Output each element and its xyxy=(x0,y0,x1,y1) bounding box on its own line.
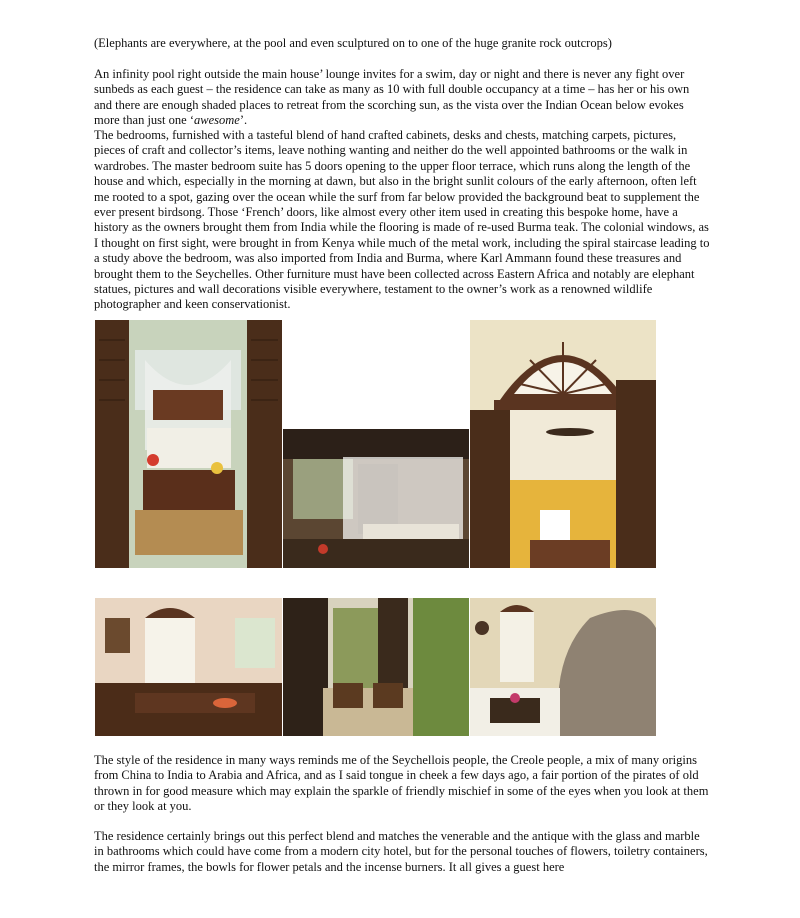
paragraph-blend: The residence certainly brings out this perfect blend and matches the venerable and the antique with the glass and marble in bathrooms which could have come from a modern city hotel, but for the personal touches of flowers, toiletry containers, the mirror frames, the bowls for flower petals and the incense burners. It all gives a guest here xyxy=(94,829,708,874)
emphasis-awesome: awesome xyxy=(193,113,240,128)
paragraph-bedrooms: The bedrooms, furnished with a tasteful blend of hand crafted cabinets, desks and chests, matching carpets, pictures, pieces of craft and collector’s items, leave nothing wanting and neither do the well appointed bathrooms or the walk in wardrobes. The master bedroom suite has 5 doors opening to the upper floor terrace, which runs along the length of the house and which, especially in the morning at dawn, but also in the bright sunlit colours of the early afternoon, often left me rooted to a spot, gazing over the ocean while the surf from far below provided the background beat to supplement the ever present birdsong. Those ‘French’ doors, like almost every other item used in creating this bespoke home, have a history as the owners brought them from India while the flooring is made of re-used Burma teak. The colonial windows, as I thought on first sight, were brought in from Kenya while much of the metal work, including the spiral staircase leading to a study above the bedroom, was also imported from India and Burma, where Karl Ammann found these treasures and brought them to the Seychelles. Other furniture must have been collected across Eastern Africa and notably are elephant statues, pictures and wall decorations visible everywhere, testament to the owner’s work as a renowned wildlife photographer and keen conservationist. xyxy=(94,128,710,312)
paragraph-pool xyxy=(94,67,710,129)
arched-doorway-lounge-photo xyxy=(470,320,656,568)
four-poster-bedroom-photo xyxy=(283,429,469,568)
paragraph-seychellois: The style of the residence in many ways reminds me of the Seychellois people, the Creole people, a mix of many origins from China to India to Arabia and Africa, and as I said tongue in cheek a few days ago, a fair portion of the pirates of old thrown in for good measure which may explain the sparkle of friendly mischief in some of the eyes when you look at them or they look at you. xyxy=(94,753,709,814)
dining-room-photo xyxy=(95,598,282,736)
paragraph-pool-end: ’. xyxy=(239,113,248,128)
lounge-rock-wall-photo xyxy=(470,598,656,736)
photo-caption-line: (Elephants are everywhere, at the pool and even sculptured on to one of the huge granite rock outcrops) xyxy=(94,36,612,50)
paragraph-pool-text: An infinity pool right outside the main house’ lounge invites for a swim, day or night and there is never any fight over sunbeds as each guest – the residence can take as many as 10 with full double occupancy at a time – has her or his own and there are enough shaded places to retreat from the scorching sun, as the vista over the Indian Ocean below evokes more than just one ‘ xyxy=(94,67,690,128)
bedroom-doorway-photo xyxy=(95,320,282,568)
veranda-seating-photo xyxy=(283,598,469,736)
